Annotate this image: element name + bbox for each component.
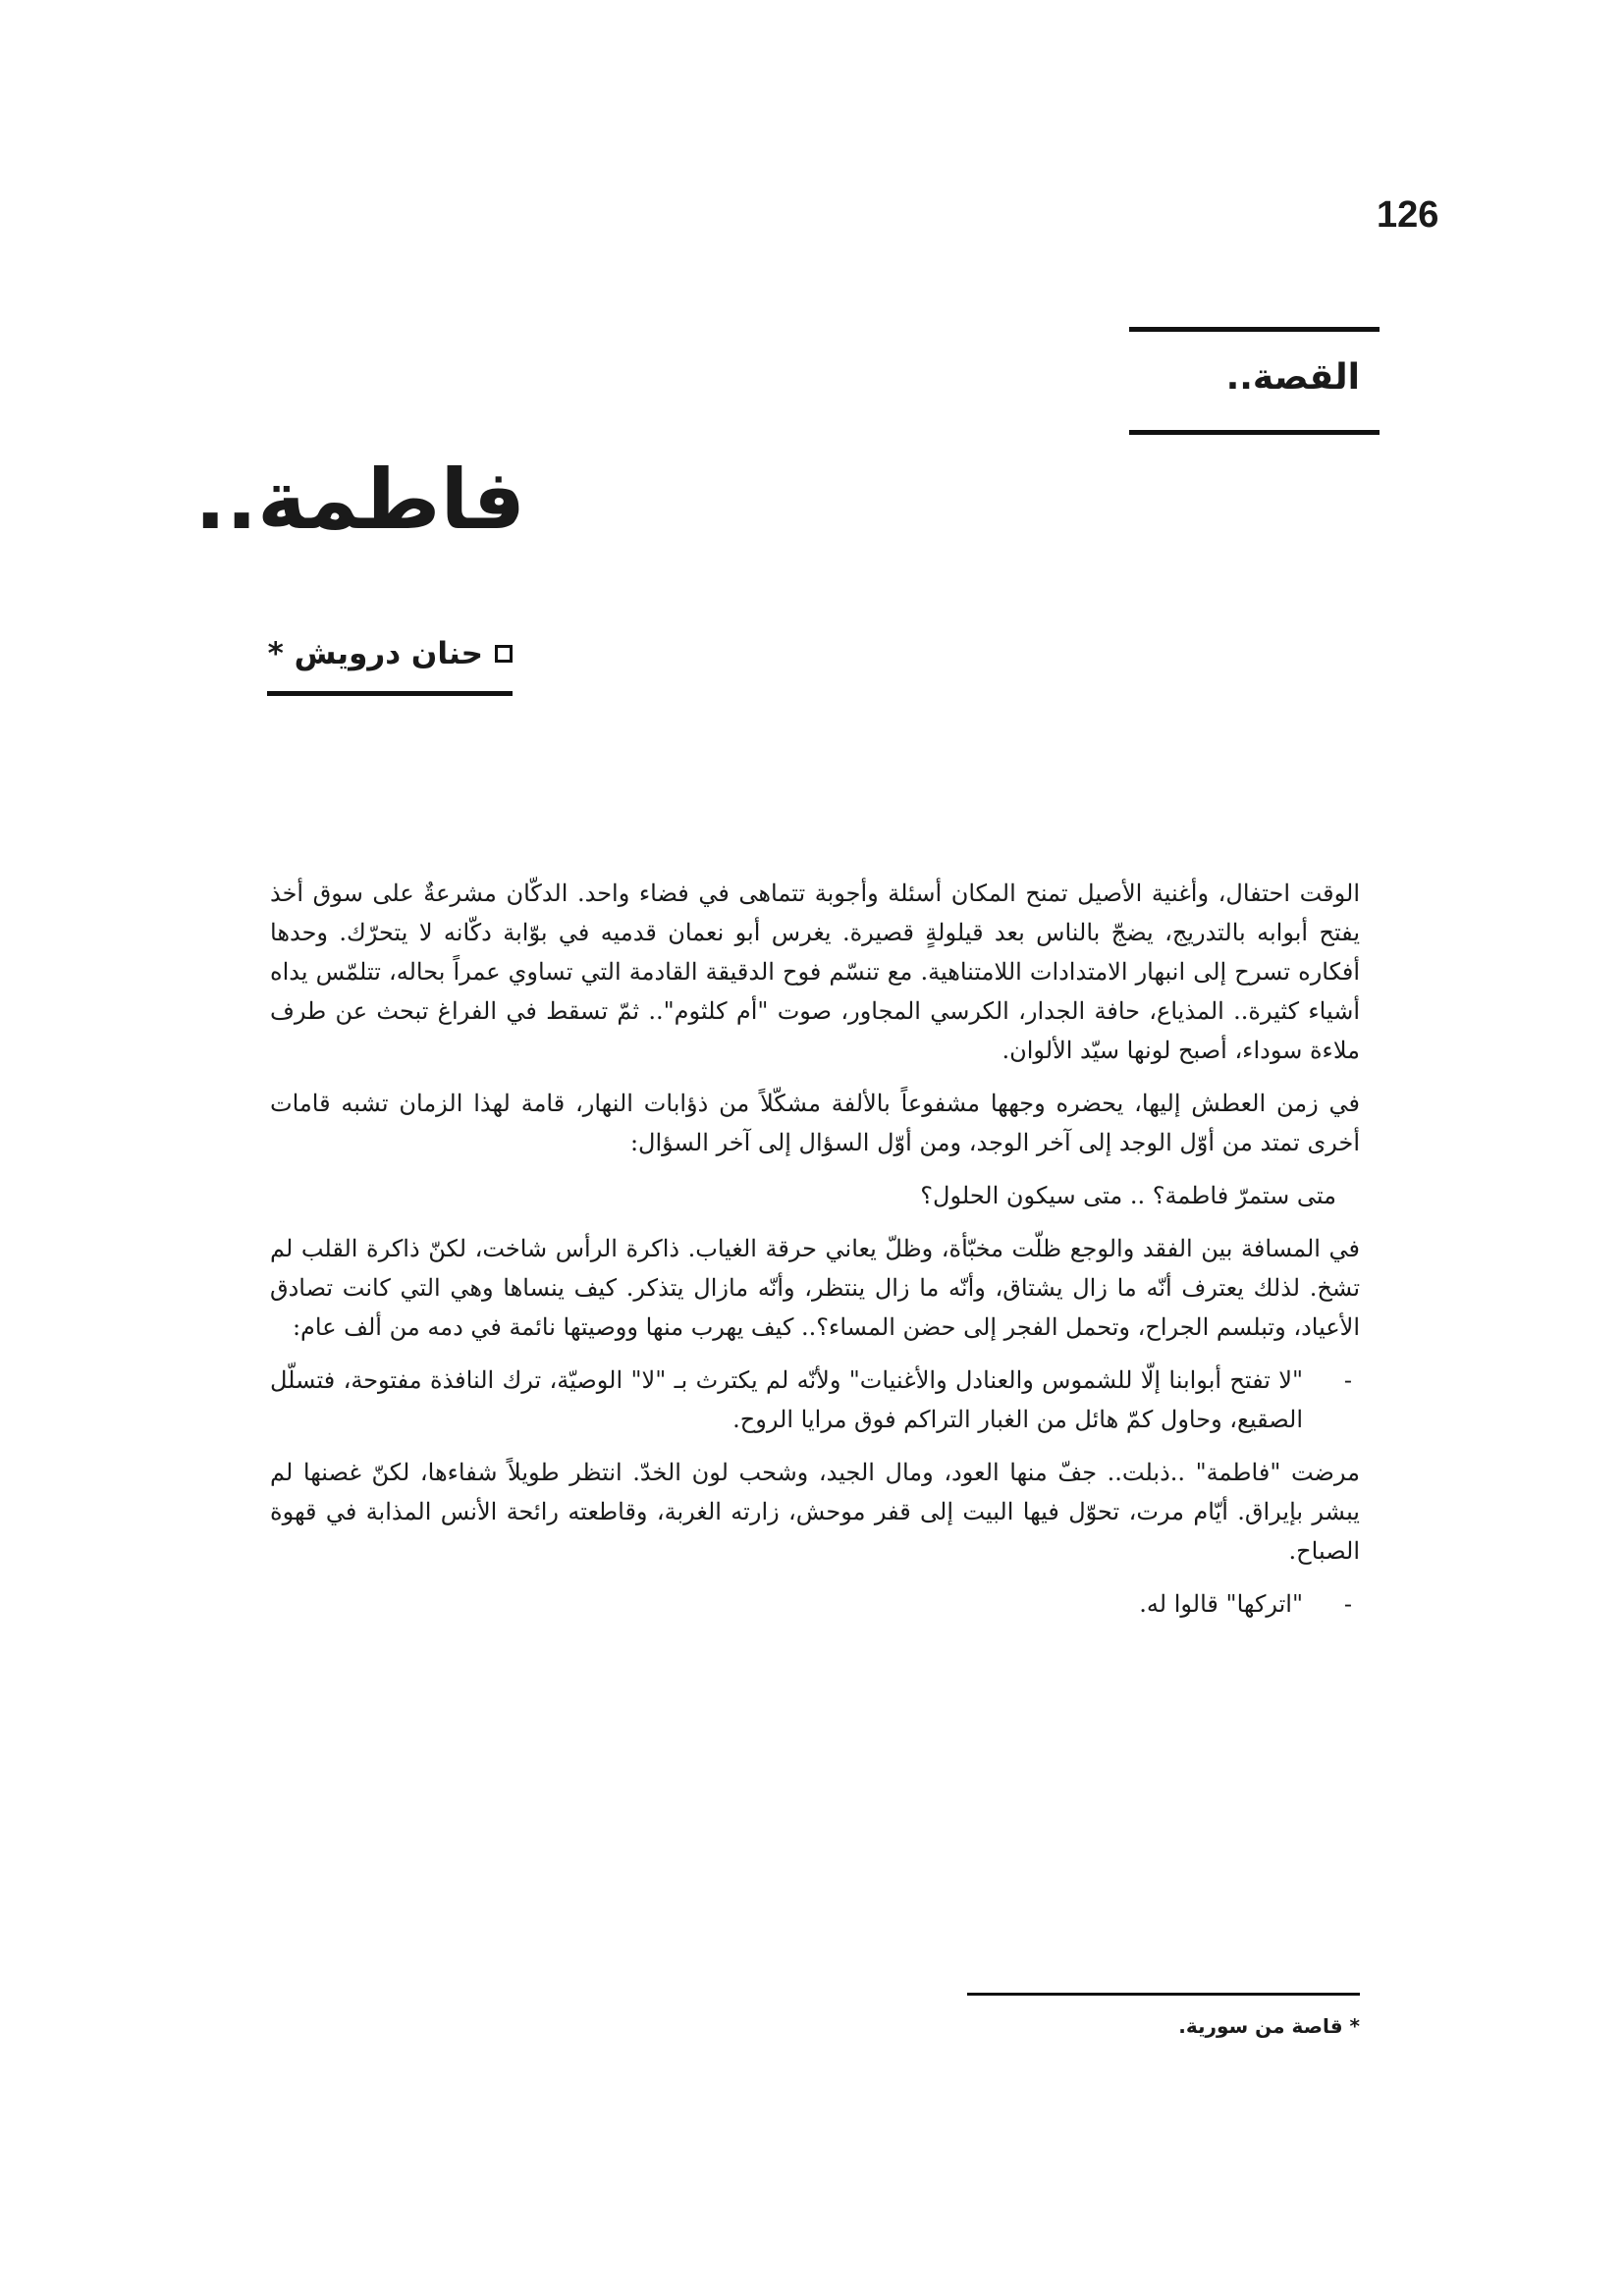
story-title: فاطمة.. [194, 452, 525, 548]
paragraph-2: في زمن العطش إليها، يحضره وجهها مشفوعاً بالألفة مشكّلاً من ذؤابات النهار، قامة لهذا الزمان تشبه قامات أخرى تمتد من أوّل الوجد إلى آخر الوجد، ومن أوّل السؤال إلى آخر السؤال: [270, 1090, 1360, 1156]
dash-mark: - [1343, 1366, 1352, 1394]
page-number: 126 [1377, 194, 1439, 236]
dash-mark: - [1343, 1590, 1352, 1618]
paragraph-5-text: "لا تفتح أبوابنا إلّا للشموس والعنادل والأغنيات" ولأنّه لم يكترث بـ "لا" الوصيّة، ترك النافذة مفتوحة، فتسلّل الصقيع، وحاول كمّ هائل من الغبار التراكم فوق مرايا الروح. [270, 1366, 1303, 1433]
section-label: القصة.. [1225, 357, 1360, 398]
author-name: حنان درويش * [267, 636, 483, 671]
paragraph-3: متى ستمرّ فاطمة؟ .. متى سيكون الحلول؟ [920, 1182, 1336, 1209]
paragraph-1: الوقت احتفال، وأغنية الأصيل تمنح المكان أسئلة وأجوبة تتماهى في فضاء واحد. الدكّان مشرعةٌ على سوق أخذ يفتح أبوابه بالتدريج، يضجّ بالناس بعد قيلولةٍ قصيرة. يغرس أبو نعمان قدميه في بوّابة دكّانه لا يتحرّك. وحدها أفكاره تسرح إلى انبهار الامتدادات اللامتناهية. مع تنسّم فوح الدقيقة القادمة التي تساوي عمراً بحاله، تتلمّس يداه أشياء كثيرة.. المذياع، حافة الجدار، الكرسي المجاور، صوت "أم كلثوم".. ثمّ تسقط في الفراغ تبحث عن طرف ملاءة سوداء، أصبح لونها سيّد الألوان. [270, 880, 1360, 1064]
paragraph-4: في المسافة بين الفقد والوجع ظلّت مخبّأة، وظلّ يعاني حرقة الغياب. ذاكرة الرأس شاخت، لكنّ ذاكرة القلب لم تشخ. لذلك يعترف أنّه ما زال يشتاق، وأنّه ما زال ينتظر، وأنّه مازال يتذكر. كيف ينساها وهي التي كانت تصادق الأعياد، وتبلسم الجراح، وتحمل الفجر إلى حضن المساء؟.. كيف يهرب منها ووصيتها نائمة في دمه من ألف عام: [270, 1235, 1360, 1341]
square-bullet-icon [495, 645, 513, 663]
story-body [270, 874, 1360, 1637]
section-header-box [1129, 327, 1380, 435]
footnote-rule [967, 1993, 1360, 1996]
paragraph-7 [270, 1584, 1360, 1624]
paragraph-7-text: "اتركها" قالوا له. [1139, 1590, 1303, 1618]
author-line [268, 636, 513, 671]
paragraph-5 [270, 1361, 1360, 1439]
paragraph-6: مرضت "فاطمة" ..ذبلت.. جفّ منها العود، ومال الجيد، وشحب لون الخدّ. انتظر طويلاً شفاءها، لكنّ غصنها لم يبشر بإيراق. أيّام مرت، تحوّل فيها البيت إلى قفر موحش، زارته الغربة، وقاطعته رائحة الأنس المذابة في قهوة الصباح. [270, 1459, 1360, 1565]
author-box [267, 628, 513, 696]
footnote: * قاصة من سورية. [1178, 2014, 1360, 2038]
